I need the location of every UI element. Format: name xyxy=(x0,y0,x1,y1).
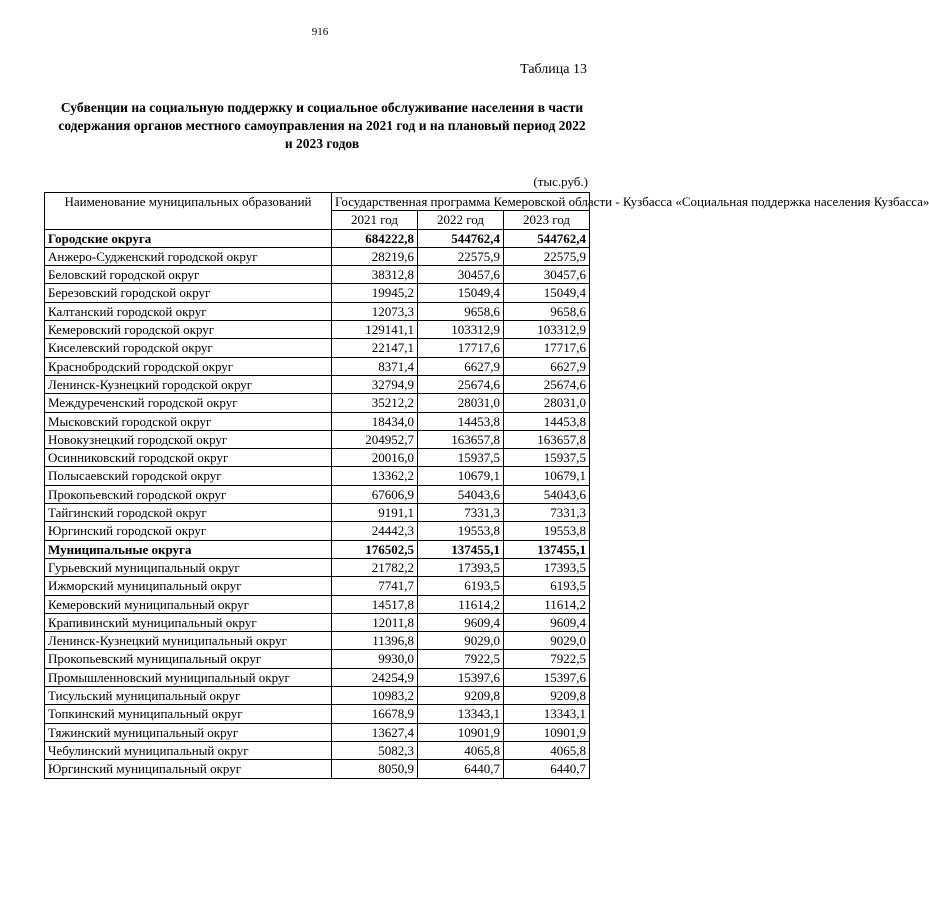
value-2022: 13343,1 xyxy=(418,705,504,723)
table-row xyxy=(45,504,590,522)
value-2022: 9209,8 xyxy=(418,687,504,705)
table-row xyxy=(45,485,590,503)
table-row xyxy=(45,650,590,668)
header-year-2021: 2021 год xyxy=(332,211,418,229)
value-2021: 18434,0 xyxy=(332,412,418,430)
value-2023: 14453,8 xyxy=(504,412,590,430)
value-2022: 28031,0 xyxy=(418,394,504,412)
value-2021: 8050,9 xyxy=(332,760,418,778)
table-row xyxy=(45,449,590,467)
municipality-name: Крапивинский муниципальный округ xyxy=(45,613,332,631)
page-number: 916 xyxy=(311,26,329,38)
value-2022: 17717,6 xyxy=(418,339,504,357)
value-2021: 12011,8 xyxy=(332,613,418,631)
value-2021: 20016,0 xyxy=(332,449,418,467)
group-row xyxy=(45,540,590,558)
value-2022: 4065,8 xyxy=(418,741,504,759)
value-2023: 103312,9 xyxy=(504,321,590,339)
value-2022: 137455,1 xyxy=(418,540,504,558)
value-2021: 13627,4 xyxy=(332,723,418,741)
value-2023: 22575,9 xyxy=(504,247,590,265)
table-row xyxy=(45,247,590,265)
municipality-name: Ленинск-Кузнецкий муниципальный округ xyxy=(45,632,332,650)
value-2023: 6627,9 xyxy=(504,357,590,375)
value-2022: 10901,9 xyxy=(418,723,504,741)
municipality-name: Кемеровский муниципальный округ xyxy=(45,595,332,613)
value-2023: 19553,8 xyxy=(504,522,590,540)
value-2023: 9029,0 xyxy=(504,632,590,650)
value-2021: 12073,3 xyxy=(332,302,418,320)
value-2023: 17393,5 xyxy=(504,558,590,576)
value-2021: 24254,9 xyxy=(332,668,418,686)
value-2022: 544762,4 xyxy=(418,229,504,247)
table-row xyxy=(45,668,590,686)
value-2023: 17717,6 xyxy=(504,339,590,357)
table-row xyxy=(45,375,590,393)
table-row xyxy=(45,321,590,339)
value-2023: 9209,8 xyxy=(504,687,590,705)
value-2021: 19945,2 xyxy=(332,284,418,302)
value-2021: 28219,6 xyxy=(332,247,418,265)
municipality-name: Топкинский муниципальный округ xyxy=(45,705,332,723)
value-2021: 21782,2 xyxy=(332,558,418,576)
municipality-name: Прокопьевский городской округ xyxy=(45,485,332,503)
value-2021: 5082,3 xyxy=(332,741,418,759)
header-program: Государственная программа Кемеровской области - Кузбасса «Социальная поддержка населения Кузбасса» xyxy=(332,193,590,211)
table-row xyxy=(45,577,590,595)
table-row xyxy=(45,558,590,576)
table-row xyxy=(45,760,590,778)
value-2021: 38312,8 xyxy=(332,266,418,284)
municipality-name: Краснобродский городской округ xyxy=(45,357,332,375)
document-title: Субвенции на социальную поддержку и социальное обслуживание населения в части содержания органов местного самоуправления на 2021 год и на плановый период 2022 и 2023 годов xyxy=(58,100,586,151)
value-2022: 54043,6 xyxy=(418,485,504,503)
value-2023: 54043,6 xyxy=(504,485,590,503)
table-label: Таблица 13 xyxy=(520,62,587,77)
municipality-name: Промышленновский муниципальный округ xyxy=(45,668,332,686)
value-2022: 30457,6 xyxy=(418,266,504,284)
table-row xyxy=(45,687,590,705)
municipality-name: Березовский городской округ xyxy=(45,284,332,302)
municipality-name: Полысаевский городской округ xyxy=(45,467,332,485)
value-2023: 6440,7 xyxy=(504,760,590,778)
value-2021: 684222,8 xyxy=(332,229,418,247)
table-row xyxy=(45,705,590,723)
value-2021: 9191,1 xyxy=(332,504,418,522)
value-2022: 15937,5 xyxy=(418,449,504,467)
value-2023: 15937,5 xyxy=(504,449,590,467)
value-2021: 10983,2 xyxy=(332,687,418,705)
units-label: (тыс.руб.) xyxy=(533,174,588,189)
value-2022: 10679,1 xyxy=(418,467,504,485)
municipality-name: Тяжинский муниципальный округ xyxy=(45,723,332,741)
value-2023: 9609,4 xyxy=(504,613,590,631)
value-2021: 32794,9 xyxy=(332,375,418,393)
value-2023: 15397,6 xyxy=(504,668,590,686)
municipality-name: Осинниковский городской округ xyxy=(45,449,332,467)
municipality-name: Калтанский городской округ xyxy=(45,302,332,320)
municipality-name: Ленинск-Кузнецкий городской округ xyxy=(45,375,332,393)
value-2022: 15049,4 xyxy=(418,284,504,302)
value-2023: 163657,8 xyxy=(504,430,590,448)
municipality-name: Тисульский муниципальный округ xyxy=(45,687,332,705)
municipality-name: Междуреченский городской округ xyxy=(45,394,332,412)
value-2023: 6193,5 xyxy=(504,577,590,595)
value-2022: 9029,0 xyxy=(418,632,504,650)
table-row xyxy=(45,632,590,650)
municipality-name: Мысковский городской округ xyxy=(45,412,332,430)
value-2023: 10901,9 xyxy=(504,723,590,741)
value-2023: 13343,1 xyxy=(504,705,590,723)
table-row xyxy=(45,266,590,284)
value-2022: 7331,3 xyxy=(418,504,504,522)
value-2023: 28031,0 xyxy=(504,394,590,412)
table-row xyxy=(45,302,590,320)
value-2021: 8371,4 xyxy=(332,357,418,375)
value-2022: 19553,8 xyxy=(418,522,504,540)
table-row xyxy=(45,741,590,759)
value-2021: 129141,1 xyxy=(332,321,418,339)
value-2022: 9609,4 xyxy=(418,613,504,631)
municipality-name: Юргинский муниципальный округ xyxy=(45,760,332,778)
group-row xyxy=(45,229,590,247)
value-2021: 11396,8 xyxy=(332,632,418,650)
municipality-name: Беловский городской округ xyxy=(45,266,332,284)
municipality-name: Кемеровский городской округ xyxy=(45,321,332,339)
value-2022: 6627,9 xyxy=(418,357,504,375)
value-2021: 204952,7 xyxy=(332,430,418,448)
value-2021: 67606,9 xyxy=(332,485,418,503)
value-2023: 11614,2 xyxy=(504,595,590,613)
municipality-name: Городские округа xyxy=(45,229,332,247)
municipality-name: Новокузнецкий городской округ xyxy=(45,430,332,448)
value-2023: 137455,1 xyxy=(504,540,590,558)
value-2023: 7331,3 xyxy=(504,504,590,522)
value-2022: 163657,8 xyxy=(418,430,504,448)
value-2023: 9658,6 xyxy=(504,302,590,320)
value-2021: 13362,2 xyxy=(332,467,418,485)
value-2023: 7922,5 xyxy=(504,650,590,668)
value-2021: 14517,8 xyxy=(332,595,418,613)
value-2021: 16678,9 xyxy=(332,705,418,723)
table-row xyxy=(45,430,590,448)
municipality-name: Гурьевский муниципальный округ xyxy=(45,558,332,576)
table-row xyxy=(45,284,590,302)
municipality-name: Тайгинский городской округ xyxy=(45,504,332,522)
value-2022: 6440,7 xyxy=(418,760,504,778)
table-row xyxy=(45,357,590,375)
table-row xyxy=(45,723,590,741)
table-row xyxy=(45,613,590,631)
header-name-column: Наименование муниципальных образований xyxy=(45,193,332,230)
value-2023: 25674,6 xyxy=(504,375,590,393)
subsidies-table xyxy=(44,192,929,779)
table-body xyxy=(45,229,590,778)
municipality-name: Юргинский городской округ xyxy=(45,522,332,540)
value-2022: 25674,6 xyxy=(418,375,504,393)
value-2023: 30457,6 xyxy=(504,266,590,284)
municipality-name: Анжеро-Судженский городской округ xyxy=(45,247,332,265)
value-2022: 22575,9 xyxy=(418,247,504,265)
table-row xyxy=(45,595,590,613)
table-row xyxy=(45,467,590,485)
table-row xyxy=(45,394,590,412)
value-2021: 22147,1 xyxy=(332,339,418,357)
value-2021: 24442,3 xyxy=(332,522,418,540)
value-2022: 14453,8 xyxy=(418,412,504,430)
municipality-name: Прокопьевский муниципальный округ xyxy=(45,650,332,668)
value-2022: 6193,5 xyxy=(418,577,504,595)
table-row xyxy=(45,522,590,540)
value-2022: 9658,6 xyxy=(418,302,504,320)
value-2021: 35212,2 xyxy=(332,394,418,412)
municipality-name: Киселевский городской округ xyxy=(45,339,332,357)
table-row xyxy=(45,412,590,430)
value-2022: 17393,5 xyxy=(418,558,504,576)
value-2022: 7922,5 xyxy=(418,650,504,668)
value-2023: 15049,4 xyxy=(504,284,590,302)
value-2021: 9930,0 xyxy=(332,650,418,668)
municipality-name: Ижморский муниципальный округ xyxy=(45,577,332,595)
value-2021: 7741,7 xyxy=(332,577,418,595)
table-row xyxy=(45,339,590,357)
value-2022: 103312,9 xyxy=(418,321,504,339)
value-2022: 15397,6 xyxy=(418,668,504,686)
header-year-2022: 2022 год xyxy=(418,211,504,229)
value-2022: 11614,2 xyxy=(418,595,504,613)
value-2023: 10679,1 xyxy=(504,467,590,485)
value-2023: 4065,8 xyxy=(504,741,590,759)
value-2023: 544762,4 xyxy=(504,229,590,247)
header-year-2023: 2023 год xyxy=(504,211,590,229)
value-2021: 176502,5 xyxy=(332,540,418,558)
municipality-name: Муниципальные округа xyxy=(45,540,332,558)
municipality-name: Чебулинский муниципальный округ xyxy=(45,741,332,759)
